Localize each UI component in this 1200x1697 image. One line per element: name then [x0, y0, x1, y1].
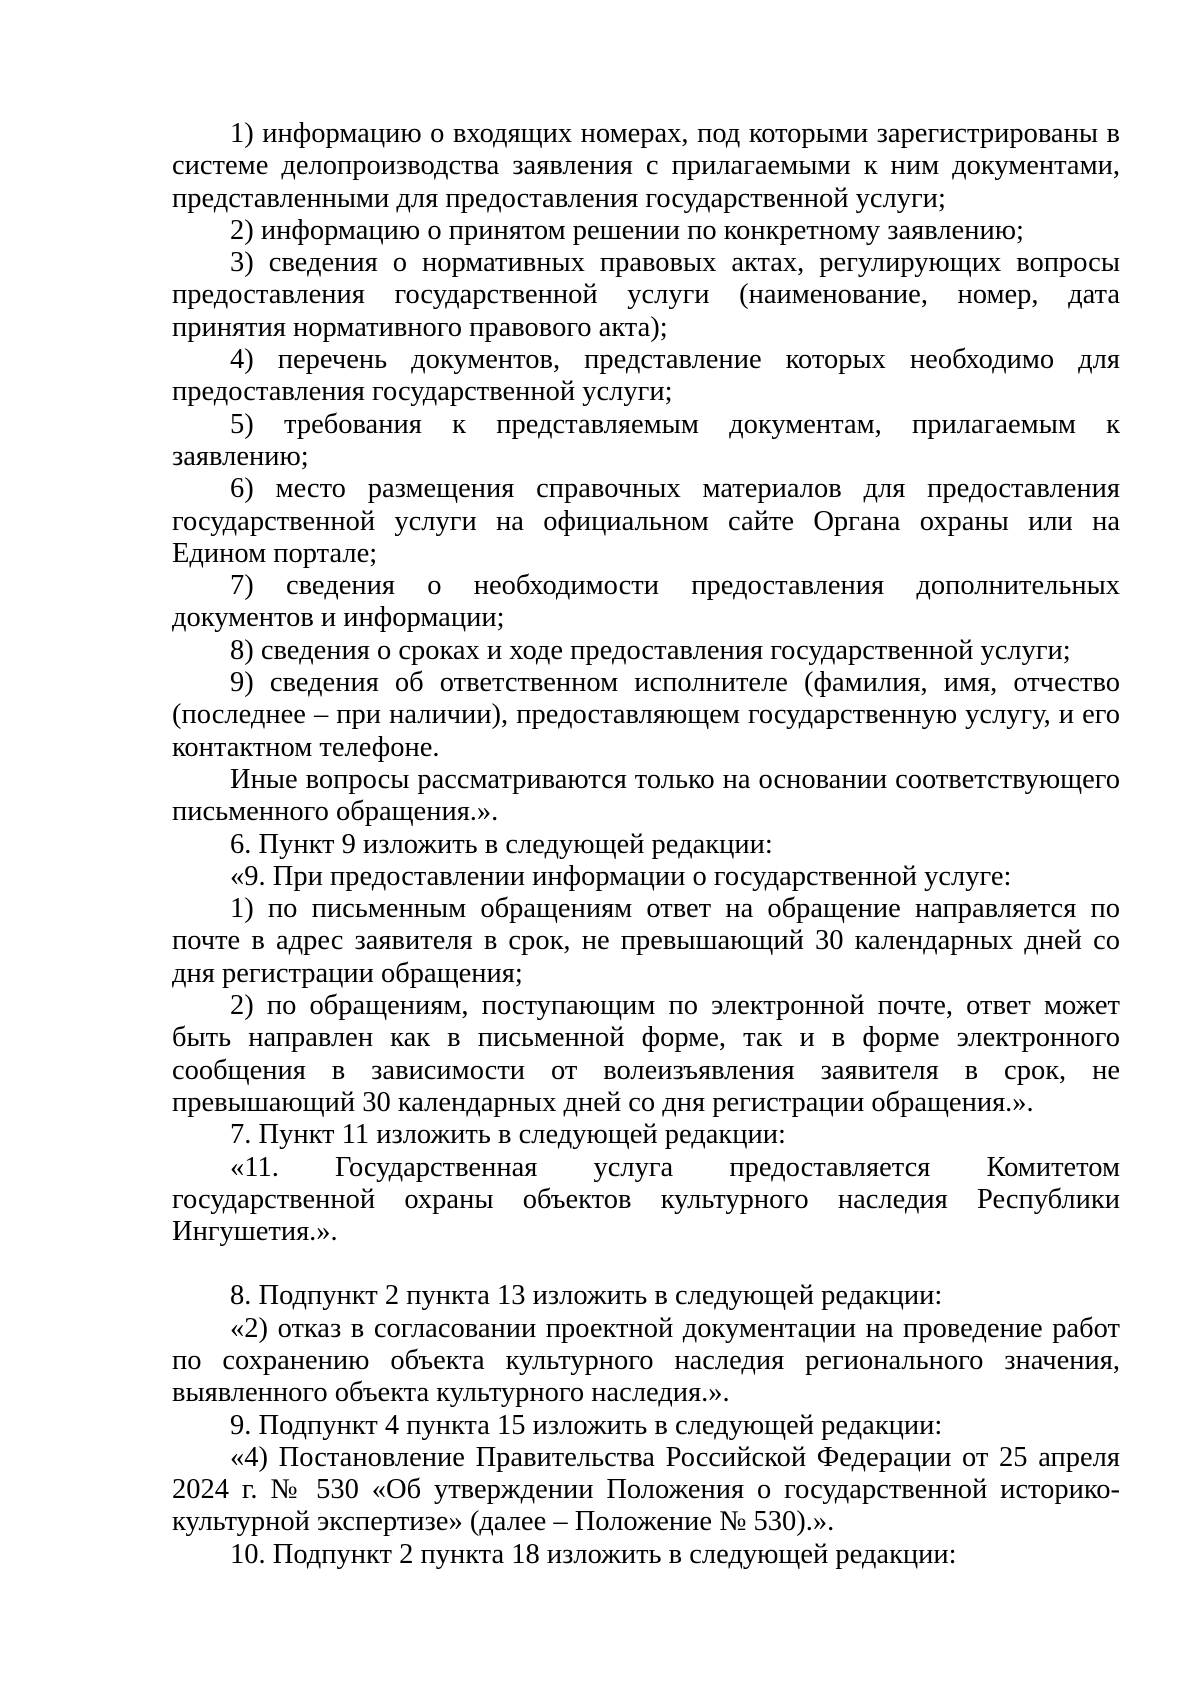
paragraph-item-3: 3) сведения о нормативных правовых актах, регулирующих вопросы предоставления государственной услуги (наименование, номер, дата принятия нормативного правового акта); [172, 247, 1120, 343]
paragraph-item-9: 9) сведения об ответственном исполнителе (фамилия, имя, отчество (последнее – при наличии), предоставляющем государственную услугу, и его контактном телефоне. [172, 667, 1120, 763]
clause-13-item-2: «2) отказ в согласовании проектной документации на проведение работ по сохранению объекта культурного наследия регионального значения, выявленного объекта культурного наследия.». [172, 1312, 1120, 1409]
amendment-10-heading: 10. Подпункт 2 пункта 18 изложить в следующей редакции: [230, 1538, 957, 1570]
document-page [172, 118, 1120, 1571]
paragraph-item-6: 6) место размещения справочных материалов для предоставления государственной услуги на официальном сайте Органа охраны или на Едином портале; [172, 473, 1120, 569]
amendment-6-heading: 6. Пункт 9 изложить в следующей редакции: [230, 828, 773, 860]
paragraph-item-1: 1) информацию о входящих номерах, под которыми зарегистрированы в системе делопроизводства заявления с прилагаемыми к ним документами, представленными для предоставления государственной услуги; [172, 118, 1120, 214]
amendment-9-heading: 9. Подпункт 4 пункта 15 изложить в следующей редакции: [230, 1409, 943, 1441]
clause-9-text: «9. При предоставлении информации о государственной услуге: [230, 860, 1012, 892]
paragraph-other-questions: Иные вопросы рассматриваются только на основании соответствующего письменного обращения.». [172, 763, 1120, 828]
clause-9-item-2: 2) по обращениям, поступающим по электронной почте, ответ может быть направлен как в письменной форме, так и в форме электронного сообщения в зависимости от волеизъявления заявителя в срок, не превышающий 30 календарных дней со дня регистрации обращения.». [172, 990, 1120, 1118]
paragraph-item-5: 5) требования к представляемым документам, прилагаемым к заявлению; [172, 408, 1120, 472]
paragraph-item-8: 8) сведения о сроках и ходе предоставления государственной услуги; [230, 634, 1071, 666]
clause-11-text: «11. Государственная услуга предоставляется Комитетом государственной охраны объектов культурного наследия Республики Ингушетия.». [172, 1151, 1120, 1248]
clause-9-item-1: 1) по письменным обращениям ответ на обращение направляется по почте в адрес заявителя в срок, не превышающий 30 календарных дней со дня регистрации обращения; [172, 893, 1120, 989]
clause-15-item-4: «4) Постановление Правительства Российской Федерации от 25 апреля 2024 г. № 530 «Об утверждении Положения о государственной историко-культурной экспертизе» (далее – Положение № 530).». [172, 1441, 1120, 1538]
paragraph-item-7: 7) сведения о необходимости предоставления дополнительных документов и информации; [172, 570, 1120, 634]
amendment-7-heading: 7. Пункт 11 изложить в следующей редакции: [230, 1119, 786, 1151]
amendment-8-heading: 8. Подпункт 2 пункта 13 изложить в следующей редакции: [230, 1280, 943, 1312]
paragraph-item-4: 4) перечень документов, представление которых необходимо для предоставления государственной услуги; [172, 344, 1120, 408]
paragraph-item-2: 2) информацию о принятом решении по конкретному заявлению; [230, 214, 1024, 246]
